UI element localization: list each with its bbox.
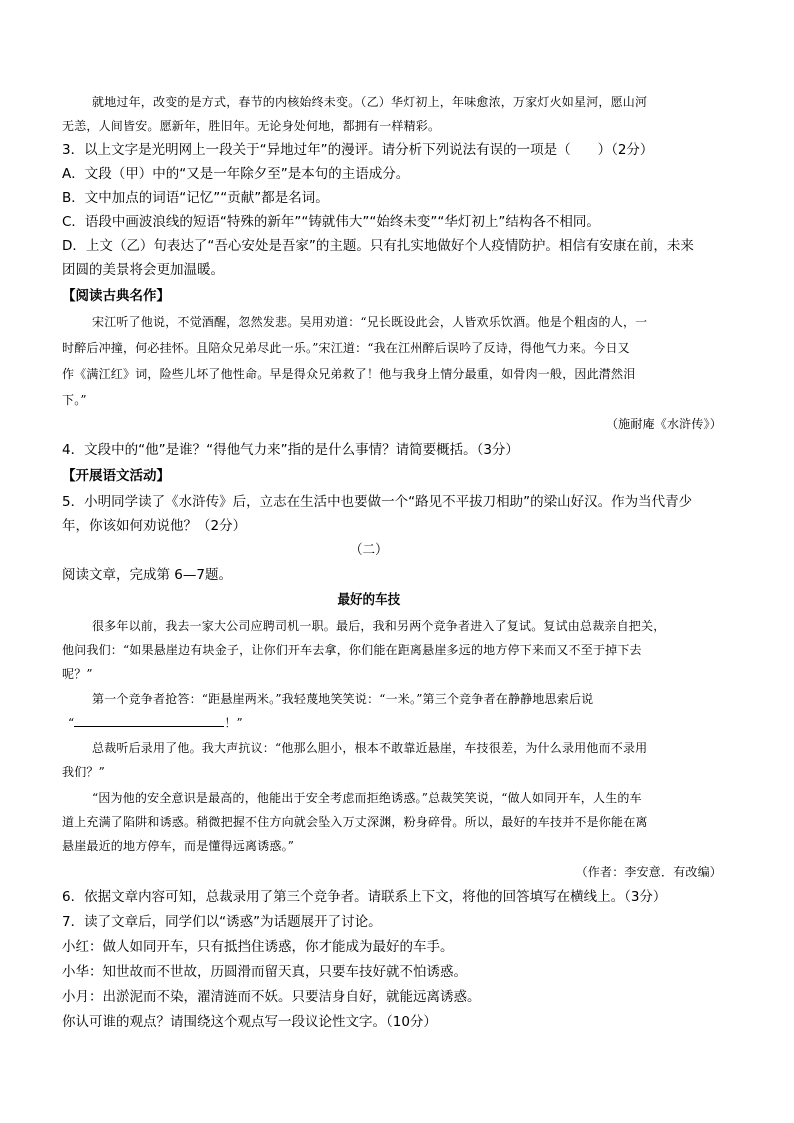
question-6: 6．依据文章内容可知，总裁录用了第三个竞争者。请联系上下文，将他的回答填写在横线上。（3分） [62, 889, 667, 905]
story-line: 他问我们：“如果悬崖边有块金子，让你们开车去拿，你们能在距离悬崖多远的地方停下来而又不至于掉下去 [62, 643, 642, 657]
question-3-option-d: D．上文（乙）句表达了“吾心安处是吾家”的主题。只有扎实地做好个人疫情防护。相信有安康在前，未来 [62, 238, 694, 254]
question-7-stem: 7．读了文章后，同学们以“诱惑”为话题展开了讨论。 [62, 914, 382, 930]
story-line: 呢？” [62, 667, 93, 681]
passage-line: 就地过年，改变的是方式，春节的内核始终未变。（乙）华灯初上，年味愈浓，万家灯火如星河，愿山河 [92, 95, 648, 109]
story-line: 我们？” [62, 765, 105, 779]
story-line: 悬崖最近的地方停车，而是懂得远离诱惑。” [62, 839, 295, 853]
story-line: “因为他的安全意识是最高的，他能出于安全考虑而拒绝诱惑。”总裁笑笑说，“做人如同开车，人生的车 [92, 791, 642, 805]
question-5-cont: 年，你该如何劝说他？（2分） [62, 518, 247, 534]
passage-line: 无恙，人间皆安。愿新年，胜旧年。无论身处何地，都拥有一样精彩。 [62, 119, 441, 133]
opinion-xiaohua: 小华：知世故而不世故，历圆滑而留天真，只要车技好就不怕诱惑。 [62, 964, 467, 980]
question-5: 5．小明同学读了《水浒传》后，立志在生活中也要做一个“路见不平拔刀相助”的梁山好汉。作为当代青少 [62, 494, 693, 510]
question-3-stem: 3．以上文字是光明网上一段关于“异地过年”的漫评。请分析下列说法有误的一项是（ ）（2分） [62, 142, 654, 158]
classic-line: 下。” [62, 393, 87, 407]
story-line: 道上充满了陷阱和诱惑。稍微把握不住方向就会坠入万丈深渊，粉身碎骨。所以，最好的车技并不是你能在离 [62, 815, 648, 829]
classic-line: 作《满江红》词，险些儿坏了他性命。早是得众兄弟救了！他与我身上情分最重，如骨肉一般，因此潸然泪 [62, 367, 636, 381]
section-instruction: 阅读文章，完成第 6—7题。 [62, 567, 232, 583]
section-header-activity: 【开展语文活动】 [62, 468, 170, 484]
quote-close: ！” [224, 716, 243, 730]
opinion-xiaoyue: 小月：出淤泥而不染，濯清涟而不妖。只要洁身自好，就能远离诱惑。 [62, 989, 481, 1005]
classic-line: 时醉后冲撞，何必挂怀。且陪众兄弟尽此一乐。”宋江道：“我在江州醉后误吟了反诗，得他气力来。今日又 [62, 341, 630, 355]
classic-line: 宋江听了他说，不觉酒醒，忽然发悲。吴用劝道：“兄长既设此会，人皆欢乐饮酒。他是个粗卤的人，一 [92, 315, 648, 329]
classic-source: （施耐庵《水浒传》） [605, 417, 722, 431]
opinion-xiaohong: 小红：做人如同开车，只有抵挡住诱惑，你才能成为最好的车手。 [62, 939, 454, 955]
question-7-task: 你认可谁的观点？请围绕这个观点写一段议论性文字。（10分） [62, 1014, 437, 1030]
section-header-classic: 【阅读古典名作】 [62, 288, 170, 304]
story-line: 总裁听后录用了他。我大声抗议：“他那么胆小，根本不敢靠近悬崖，车技很差，为什么录用他而不录用 [92, 741, 648, 755]
story-line: 很多年以前，我去一家大公司应聘司机一职。最后，我和另两个竞争者进入了复试。复试由总裁亲自把关， [92, 619, 666, 633]
story-title: 最好的车技 [337, 592, 401, 608]
question-4: 4．文段中的“他”是谁？“得他气力来”指的是什么事情？请简要概括。（3分） [62, 442, 519, 458]
quote-open: “ [68, 716, 75, 730]
section-number: （二） [350, 542, 388, 558]
question-3-option-a: A．文段（甲）中的“又是一年除夕至”是本句的主语成分。 [62, 166, 410, 182]
story-line: 第一个竞争者抢答：“距悬崖两米。”我轻蔑地笑笑说：“一米。”第三个竞争者在静静地思索后说 [92, 692, 594, 706]
question-3-option-d-cont: 团圆的美景将会更加温暖。 [62, 262, 224, 278]
story-source: （作者：李安意．有改编） [575, 865, 722, 879]
question-3-option-b: B．文中加点的词语“记忆”“贡献”都是名词。 [62, 190, 329, 206]
answer-blank-line [68, 714, 243, 732]
question-3-option-c: C．语段中画波浪线的短语“特殊的新年”“铸就伟大”“始终未变”“华灯初上”结构各不相同。 [62, 214, 600, 230]
answer-blank[interactable] [74, 714, 224, 727]
